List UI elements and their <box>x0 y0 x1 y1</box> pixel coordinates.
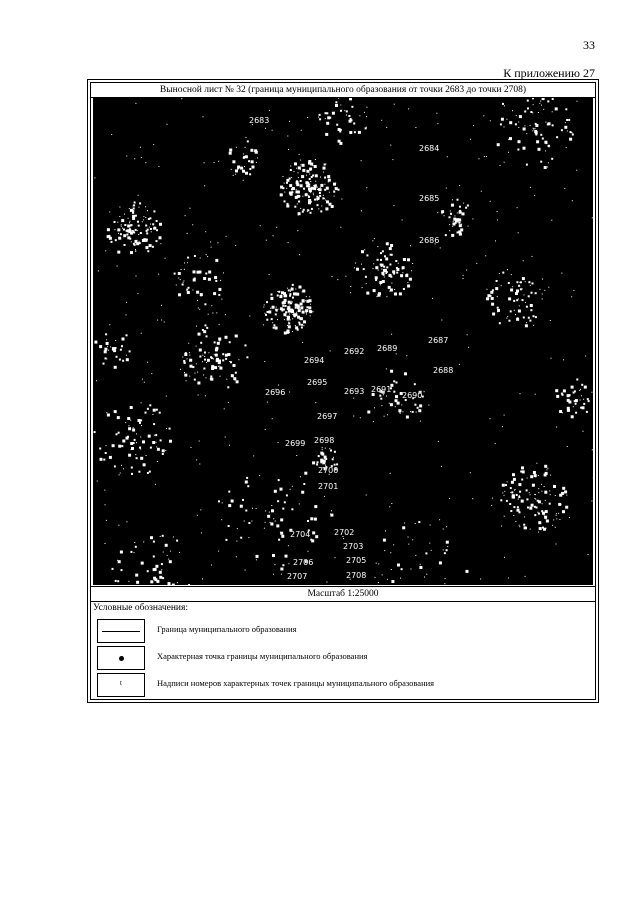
legend-item-label: Надписи номеров характерных точек границы муниципального образования <box>157 678 435 688</box>
page-number: 33 <box>583 38 595 52</box>
point-label-2698: 2698 <box>314 436 335 445</box>
point-label-2705: 2705 <box>346 556 367 565</box>
point-dot-icon <box>119 656 124 661</box>
point-label-2690: 2690 <box>402 391 423 400</box>
point-label-2701: 2701 <box>318 482 339 491</box>
point-label-2688: 2688 <box>433 366 454 375</box>
legend-item-label: Граница муниципального образования <box>157 624 297 634</box>
point-label-2695: 2695 <box>307 378 328 387</box>
point-label-2707: 2707 <box>287 572 308 581</box>
point-label-2684: 2684 <box>419 144 440 153</box>
point-label-2696: 2696 <box>265 388 286 397</box>
point-label-2703: 2703 <box>343 542 364 551</box>
point-label-2699: 2699 <box>285 439 306 448</box>
legend-symbol-box <box>97 673 145 697</box>
legend-symbol-box <box>97 646 145 670</box>
point-label-2694: 2694 <box>304 356 325 365</box>
label-t-icon: t <box>120 679 122 687</box>
point-label-2708: 2708 <box>346 571 367 580</box>
point-label-2702: 2702 <box>334 528 355 537</box>
point-label-2692: 2692 <box>344 347 365 356</box>
map-imagery <box>93 98 593 585</box>
point-label-2687: 2687 <box>428 336 449 345</box>
map-scale: Масштаб 1:25000 <box>91 586 595 602</box>
point-label-2689: 2689 <box>377 344 398 353</box>
point-label-2685: 2685 <box>419 194 440 203</box>
legend-item-label: Характерная точка границы муниципального образования <box>157 651 368 661</box>
map-sheet-frame <box>87 79 599 703</box>
satellite-map[interactable] <box>93 98 593 585</box>
boundary-line-icon <box>102 631 140 632</box>
point-label-2700: 2700 <box>318 466 339 475</box>
point-label-2691: 2691 <box>371 385 392 394</box>
map-sheet-inner-frame <box>90 82 596 700</box>
point-label-2706: 2706 <box>293 558 314 567</box>
legend-heading: Условные обозначения: <box>93 603 189 613</box>
point-label-2683: 2683 <box>249 116 270 125</box>
point-label-2686: 2686 <box>419 236 440 245</box>
legend-symbol-box <box>97 619 145 643</box>
point-label-2697: 2697 <box>317 412 338 421</box>
point-label-2704: 2704 <box>290 530 311 539</box>
map-title: Выносной лист № 32 (граница муниципального образования от точки 2683 до точки 2708) <box>91 83 595 98</box>
point-label-2693: 2693 <box>344 387 365 396</box>
appendix-label: К приложению 27 <box>503 66 595 80</box>
